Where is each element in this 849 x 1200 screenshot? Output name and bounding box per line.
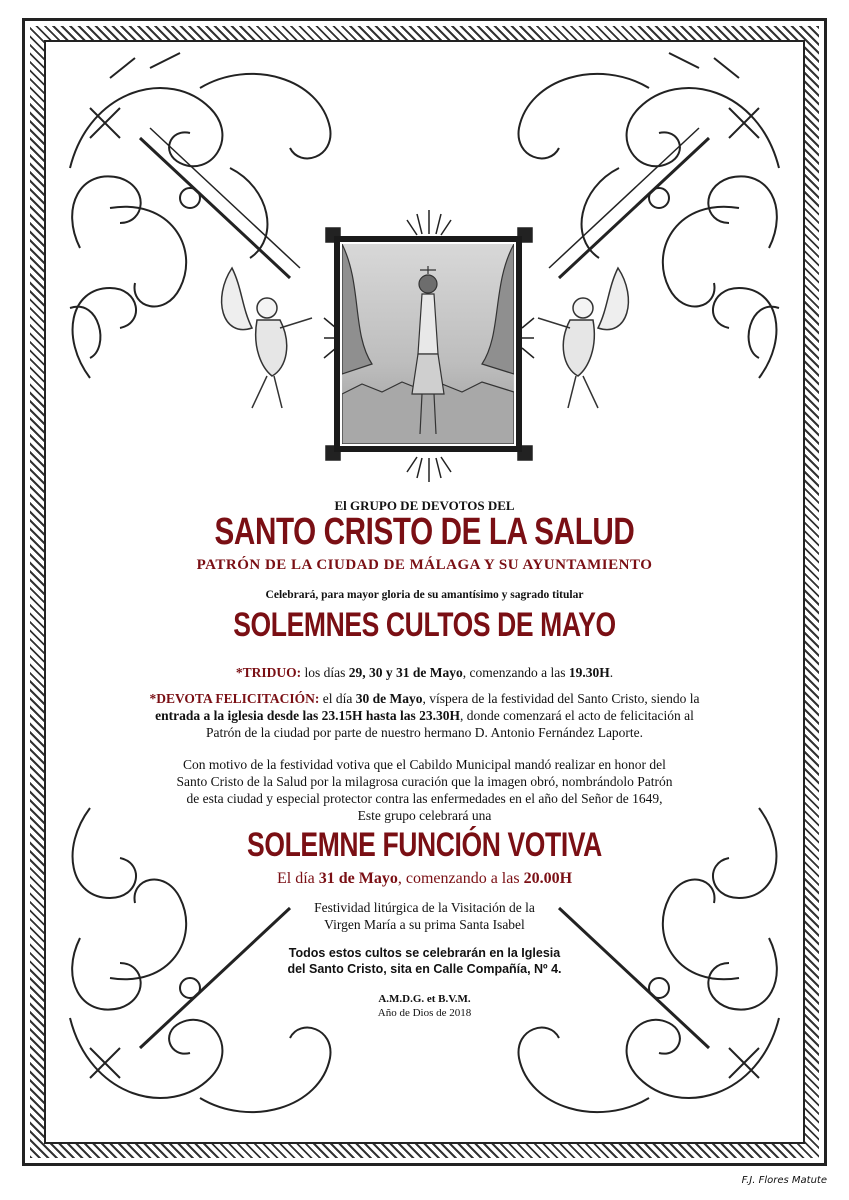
year-text: Año de Dios de 2018 [377,1007,472,1019]
felicitacion-label: DEVOTA FELICITACIÓN: [156,691,320,706]
funcion-time: 20.00H [523,870,573,887]
festividad-line-1: Festividad litúrgica de la Visitación de la [314,900,535,915]
motivo-line-1: Con motivo de la festividad votiva que el Cabildo Municipal mandó realizar en honor del [183,757,666,772]
motivo-line-2: Santo Cristo de la Salud por la milagrosa curación que la imagen obró, nombrándolo Patrón [176,774,673,789]
felicitacion-text-3: , donde comenzará el acto de felicitación al [460,708,694,723]
funcion-day: 31 de Mayo [318,870,398,887]
triduo-text-2: , comenzando a las [462,665,569,680]
festividad-block [60,899,789,933]
felicitacion-text-1: el día [319,691,356,706]
funcion-date-line [60,870,789,888]
footer-block [60,992,789,1020]
triduo-line: *TRIDUO: los días 29, 30 y 31 de Mayo, comenzando a las 19.30H. [235,665,614,680]
artist-signature: F.J. Flores Matute [741,1175,827,1186]
triduo-text-3: . [609,665,614,680]
angel-icon [212,258,322,418]
felicitacion-line-3: Patrón de la ciudad por parte de nuestro hermano D. Antonio Fernández Laporte. [205,725,644,740]
funcion-text-2: , comenzando a las [397,870,524,887]
intro-text: El GRUPO DE DEVOTOS DEL [334,498,515,513]
felicitacion-entrada: entrada a la iglesia desde las 23.15H hasta las 23.30H [155,708,460,723]
lugar-line-1: Todos estos cultos se celebrarán en la Iglesia [288,946,561,960]
cultos-title-wrap [60,606,789,645]
page-title: SANTO CRISTO DE LA SALUD [214,511,635,553]
subtitle-wrap [60,556,789,574]
felicitacion-block: *DEVOTA FELICITACIÓN: el día 30 de Mayo, víspera de la festividad del Santo Cristo, siendo la entrada a la iglesia desde las 23.15H hasta las 23.30H, donde comenzará el acto de felicitación al Patrón de la ciudad por parte de nuestro hermano D. Antonio Fernández Laporte. [60,690,789,741]
felicitacion-day: 30 de Mayo [355,691,423,706]
triduo-days: 29, 30 y 31 de Mayo [348,665,463,680]
felicitacion-text-2: , víspera de la festividad del Santo Cristo, siendo la [422,691,700,706]
triduo-text-1: los días [301,665,349,680]
lugar-line-2: del Santo Cristo, sita en Calle Compañía, Nº 4. [287,962,562,976]
celebrara-wrap [60,585,789,603]
festividad-line-2: Virgen María a su prima Santa Isabel [324,917,525,932]
sunburst-top [407,210,451,235]
motivo-block [60,756,789,824]
sunburst-bottom [407,457,451,482]
motivo-line-3: de esta ciudad y especial protector contra las enfermedades en el año del Señor de 1649, [186,791,663,806]
funcion-title: SOLEMNE FUNCIÓN VOTIVA [247,826,602,864]
christ-painting-icon [322,208,536,484]
motivo-line-4: Este grupo celebrará una [357,808,492,823]
cultos-title: SOLEMNES CULTOS DE MAYO [233,606,616,644]
funcion-text-1: El día [276,870,319,887]
angel-icon [528,258,638,418]
funcion-title-wrap [60,826,789,865]
painting-image [342,244,514,444]
lugar-block [60,945,789,977]
triduo-label: TRIDUO: [242,665,302,680]
amdg-text: A.M.D.G. et B.V.M. [378,993,471,1005]
triduo-time: 19.30H [568,665,610,680]
celebrara-text: Celebrará, para mayor gloria de su amantísimo y sagrado titular [265,589,584,601]
page-title-wrap [60,511,789,554]
subtitle: PATRÓN DE LA CIUDAD DE MÁLAGA Y SU AYUNTAMIENTO [196,557,653,573]
